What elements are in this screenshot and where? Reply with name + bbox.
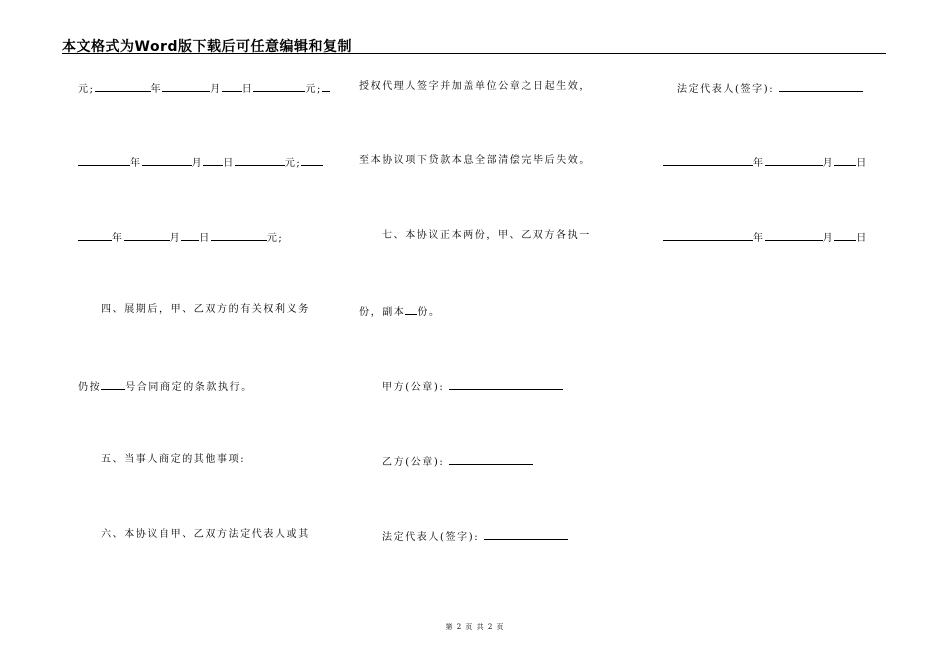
blank-copies bbox=[405, 304, 417, 315]
page-header-title: 本文格式为Word版下载后可任意编辑和复制 bbox=[62, 39, 352, 55]
legal-rep-label: 法定代表人(签字): bbox=[382, 532, 480, 543]
party-b-label: 乙方(公章): bbox=[382, 457, 445, 468]
text-month: 月 bbox=[210, 84, 222, 95]
text-yuan: 元; bbox=[284, 158, 302, 169]
blank-signature bbox=[484, 529, 568, 540]
clause-four-text: 四、展期后，甲、乙双方的有关权利义务 bbox=[101, 304, 310, 315]
blank-signature bbox=[779, 81, 863, 92]
blank-day bbox=[834, 230, 856, 241]
header-divider bbox=[62, 53, 886, 54]
text-year: 年 bbox=[112, 233, 124, 244]
text-day: 日 bbox=[241, 84, 254, 95]
blank-day bbox=[222, 81, 242, 92]
blank-month bbox=[162, 81, 210, 92]
blank-amount bbox=[211, 230, 267, 241]
text-year: 年 bbox=[753, 233, 765, 244]
blank-month bbox=[142, 155, 192, 166]
blank-day bbox=[834, 155, 856, 166]
text-day: 日 bbox=[199, 233, 211, 244]
text-contract-terms: 号合同商定的条款执行。 bbox=[125, 382, 253, 393]
party-a-seal bbox=[382, 379, 563, 394]
page-number: 第 2 页 共 2 页 bbox=[445, 623, 505, 631]
blank-day bbox=[203, 155, 223, 166]
legal-rep-signature-right bbox=[677, 81, 863, 96]
col1-line-2 bbox=[78, 155, 323, 170]
clause-seven-text: 七、本协议正本两份，甲、乙双方各执一 bbox=[382, 230, 591, 241]
party-b-seal bbox=[382, 454, 533, 469]
party-a-label: 甲方(公章): bbox=[382, 382, 445, 393]
blank-party-a bbox=[449, 379, 563, 390]
text-day: 日 bbox=[856, 233, 868, 244]
col1-line-1 bbox=[78, 81, 330, 96]
col3-date-1 bbox=[663, 155, 868, 170]
blank-year bbox=[78, 155, 130, 166]
blank-amount bbox=[95, 81, 151, 92]
blank-month bbox=[765, 230, 823, 241]
text-year: 年 bbox=[753, 158, 765, 169]
blank-party-b bbox=[449, 454, 533, 465]
text-yuan: 元; bbox=[78, 84, 95, 95]
text-day: 日 bbox=[856, 158, 868, 169]
legal-rep-label: 法定代表人(签字): bbox=[677, 84, 775, 95]
blank-amount bbox=[253, 81, 305, 92]
blank-tail bbox=[322, 81, 330, 92]
legal-rep-signature bbox=[382, 529, 568, 544]
blank-year bbox=[663, 155, 753, 166]
blank-amount bbox=[235, 155, 285, 166]
text-fen: 份。 bbox=[417, 307, 441, 318]
blank-month bbox=[765, 155, 823, 166]
text-month: 月 bbox=[169, 233, 182, 244]
text-month: 月 bbox=[822, 233, 835, 244]
col1-line-5 bbox=[78, 379, 253, 394]
blank-month bbox=[124, 230, 170, 241]
clause-six-text: 六、本协议自甲、乙双方法定代表人或其 bbox=[101, 529, 310, 540]
blank-contract-no bbox=[101, 379, 125, 390]
clause-five-text: 五、当事人商定的其他事项: bbox=[101, 454, 246, 465]
text-copies: 份，副本 bbox=[359, 307, 406, 318]
blank-tail bbox=[301, 155, 323, 166]
col2-line-1: 授权代理人签字并加盖单位公章之日起生效， bbox=[359, 81, 591, 92]
text-year: 年 bbox=[150, 84, 163, 95]
text-reng-an: 仍按 bbox=[78, 382, 102, 393]
col2-line-4 bbox=[359, 304, 441, 319]
text-month: 月 bbox=[822, 158, 835, 169]
text-month: 月 bbox=[191, 158, 204, 169]
col3-date-2 bbox=[663, 230, 868, 245]
text-year: 年 bbox=[130, 158, 142, 169]
text-yuan: 元; bbox=[266, 233, 284, 244]
text-day: 日 bbox=[223, 158, 235, 169]
blank-year bbox=[78, 230, 112, 241]
col2-line-2: 至本协议项下贷款本息全部清偿完毕后失效。 bbox=[359, 155, 591, 166]
blank-day bbox=[181, 230, 199, 241]
col1-line-3 bbox=[78, 230, 283, 245]
blank-year bbox=[663, 230, 753, 241]
text-yuan: 元; bbox=[305, 84, 322, 95]
